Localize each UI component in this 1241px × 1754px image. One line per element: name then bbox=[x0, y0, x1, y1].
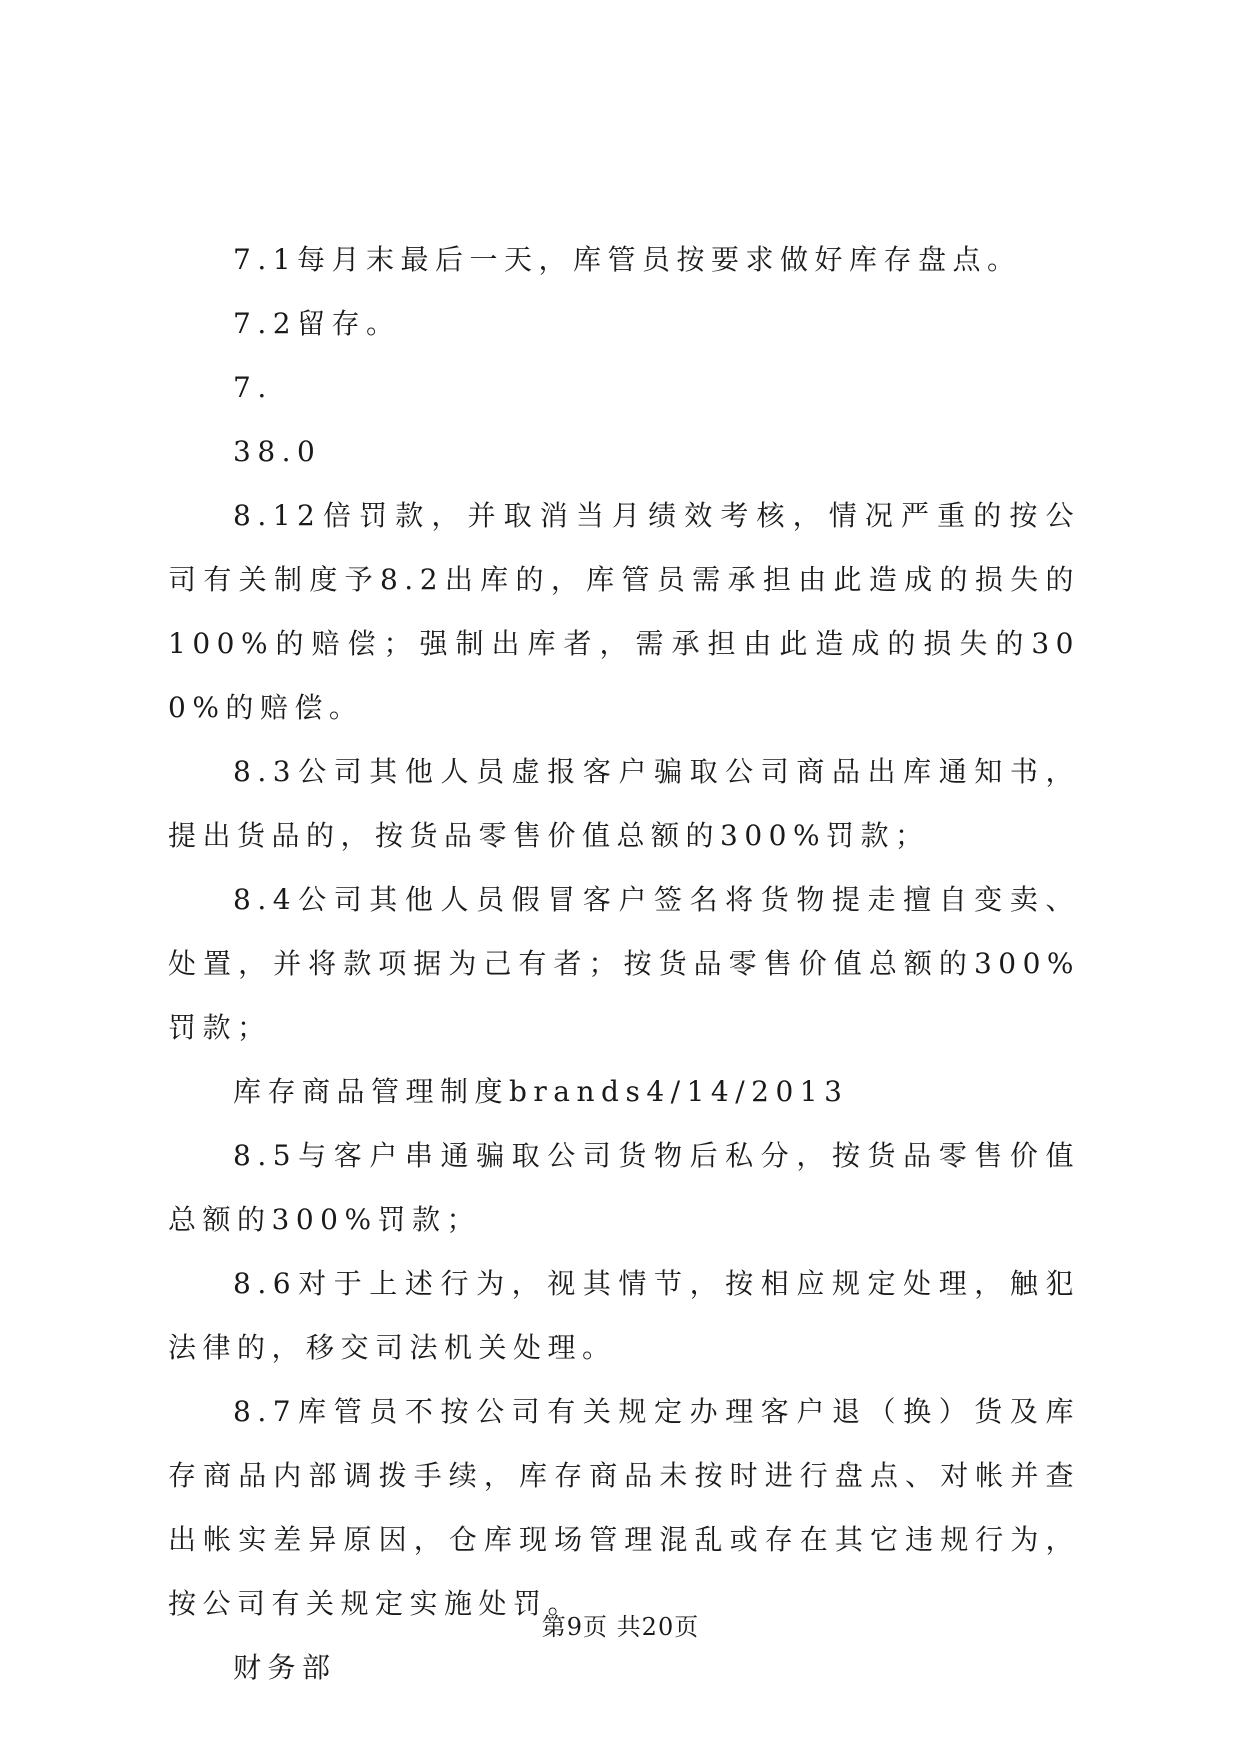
paragraph-title-line: 库存商品管理制度brands4/14/2013 bbox=[233, 1075, 849, 1108]
paragraph-8-4: 8.4公司其他人员假冒客户签名将货物提走擅自变卖、处置，并将款项据为己有者；按货品零售价值总额的300%罚款； bbox=[168, 883, 1080, 1044]
page-number-footer: 第9页 共20页 bbox=[541, 1613, 700, 1641]
paragraph-8-5: 8.5与客户串通骗取公司货物后私分，按货品零售价值总额的300%罚款； bbox=[168, 1139, 1080, 1236]
paragraph-8-1: 8.12倍罚款，并取消当月绩效考核，情况严重的按公司有关制度予8.2出库的，库管员需承担由此造成的损失的100%的赔偿；强制出库者，需承担由此造成的损失的300%的赔偿。 bbox=[168, 499, 1080, 724]
paragraph-8-3: 8.3公司其他人员虚报客户骗取公司商品出库通知书，提出货品的，按货品零售价值总额的300%罚款； bbox=[168, 755, 1080, 852]
paragraph-8-6: 8.6对于上述行为，视其情节，按相应规定处理，触犯法律的，移交司法机关处理。 bbox=[168, 1267, 1080, 1364]
paragraph-7-2: 7.2留存。 bbox=[233, 307, 401, 340]
paragraph-7: 7. bbox=[233, 371, 273, 404]
paragraph-38-0: 38.0 bbox=[233, 435, 322, 468]
paragraph-8-7: 8.7库管员不按公司有关规定办理客户退（换）货及库存商品内部调拨手续，库存商品未按时进行盘点、对帐并查出帐实差异原因，仓库现场管理混乱或存在其它违规行为，按公司有关规定实施处罚。 bbox=[168, 1395, 1080, 1620]
document-body bbox=[168, 228, 1080, 1700]
paragraph-department: 财务部 bbox=[233, 1651, 337, 1684]
paragraph-7-1: 7.1每月末最后一天，库管员按要求做好库存盘点。 bbox=[233, 243, 1022, 276]
